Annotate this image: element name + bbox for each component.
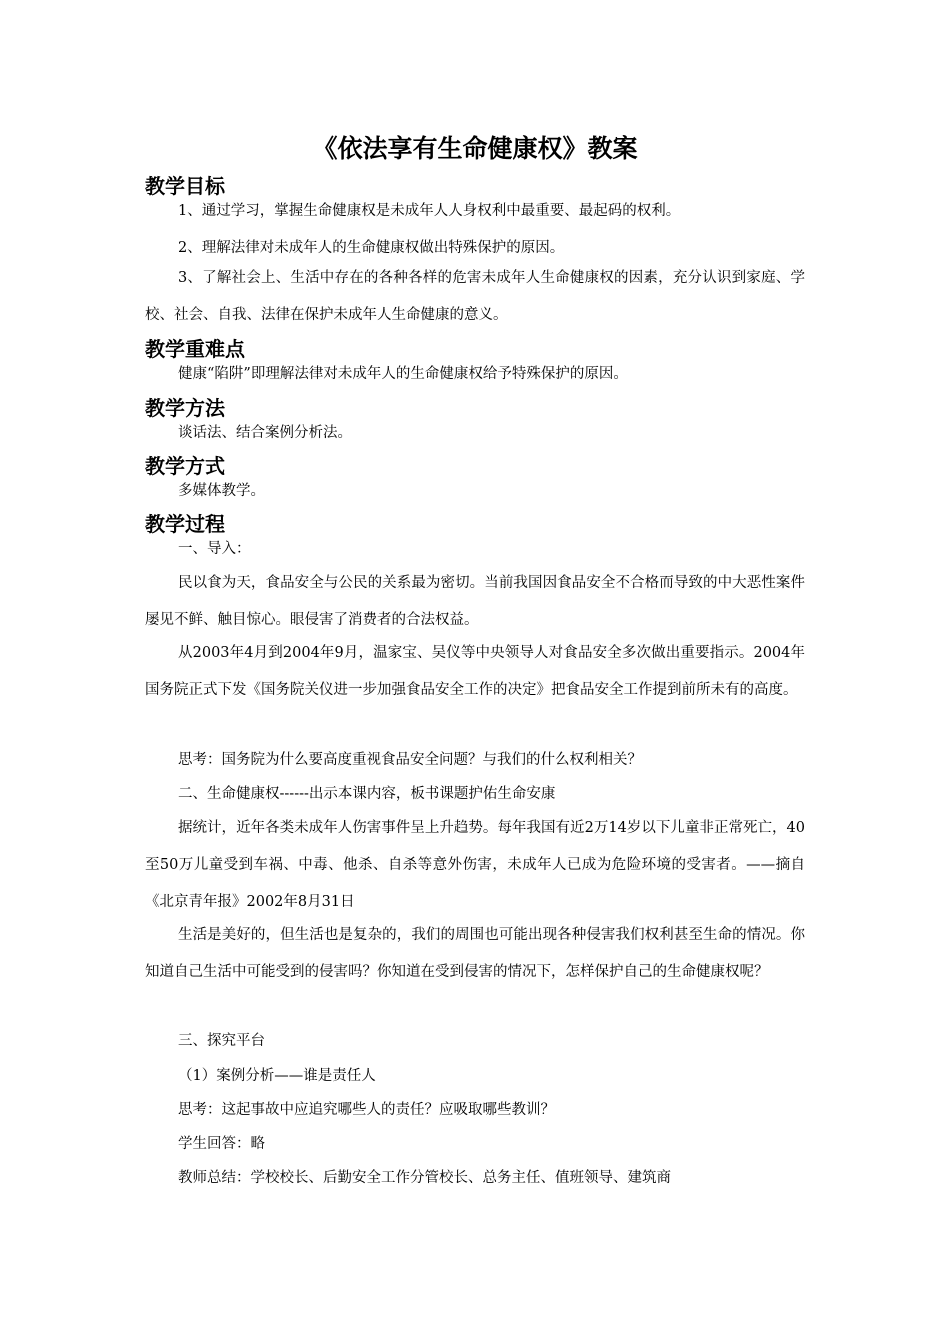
process-paragraph: 一、导入：	[178, 541, 251, 557]
document-title: 《依法享有生命健康权》教案	[312, 134, 638, 163]
heading-methods: 教学方法	[145, 396, 225, 420]
heading-objectives: 教学目标	[145, 174, 225, 198]
process-paragraph: 民以食为天，食品安全与公民的关系最为密切。当前我国因食品安全不合格而导致的中大恶性案件屡见不鲜、触目惊心。眼侵害了消费者的合法权益。	[145, 575, 805, 628]
process-paragraph: （1）案例分析——谁是责任人	[178, 1068, 376, 1084]
mode-text: 多媒体教学。	[178, 483, 265, 499]
heading-process: 教学过程	[145, 512, 225, 536]
process-paragraph: 据统计，近年各类未成年人伤害事件呈上升趋势。每年我国有近2万14岁以下儿童非正常死亡，40至50万儿童受到车祸、中毒、他杀、自杀等意外伤害，未成年人已成为危险环境的受害者。——摘自《北京青年报》2002年8月31日	[145, 820, 805, 910]
process-paragraph: 思考：这起事故中应追究哪些人的责任？应吸取哪些教训？	[178, 1102, 555, 1118]
heading-mode: 教学方式	[145, 454, 225, 478]
process-paragraph: 学生回答：略	[178, 1136, 265, 1152]
objective-item: 3、了解社会上、生活中存在的各种各样的危害未成年人生命健康权的因素，充分认识到家庭、学校、社会、自我、法律在保护未成年人生命健康的意义。	[145, 270, 805, 323]
process-paragraph: 从2003年4月到2004年9月，温家宝、吴仪等中央领导人对食品安全多次做出重要指示。2004年国务院正式下发《国务院关仪进一步加强食品安全工作的决定》把食品安全工作提到前所未有的高度。	[145, 645, 805, 698]
objective-item: 1、通过学习，掌握生命健康权是未成年人人身权利中最重要、最起码的权利。	[178, 203, 681, 219]
process-paragraph: 思考：国务院为什么要高度重视食品安全问题？与我们的什么权利相关？	[178, 752, 642, 768]
methods-text: 谈话法、结合案例分析法。	[178, 425, 352, 441]
process-paragraph: 生活是美好的，但生活也是复杂的，我们的周围也可能出现各种侵害我们权利甚至生命的情况。你知道自己生活中可能受到的侵害吗？你知道在受到侵害的情况下，怎样保护自己的生命健康权呢？	[145, 927, 805, 980]
heading-key-points: 教学重难点	[145, 337, 245, 361]
process-paragraph: 二、生命健康权------出示本课内容，板书课题护佑生命安康	[178, 786, 556, 802]
objective-item: 2、理解法律对未成年人的生命健康权做出特殊保护的原因。	[178, 240, 565, 256]
key-points-text: 健康“陷阱”即理解法律对未成年人的生命健康权给予特殊保护的原因。	[178, 366, 628, 382]
process-paragraph: 教师总结：学校校长、后勤安全工作分管校长、总务主任、值班领导、建筑商	[178, 1170, 671, 1186]
process-paragraph: 三、探究平台	[178, 1033, 265, 1049]
